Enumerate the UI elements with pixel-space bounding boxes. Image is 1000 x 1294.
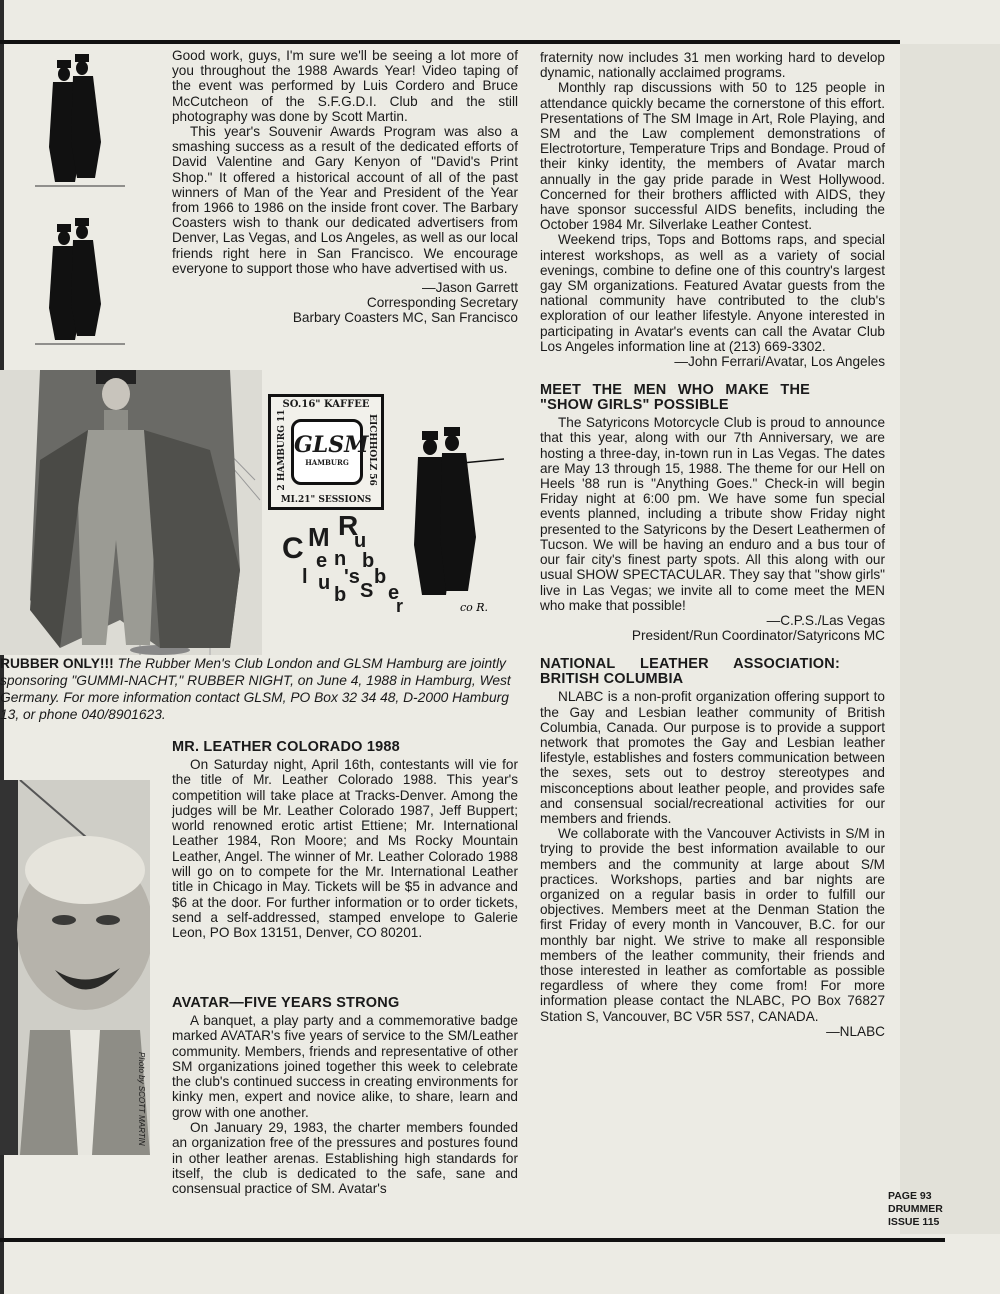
signature-club: Barbary Coasters MC, San Francisco <box>292 310 518 326</box>
left-column-article <box>172 48 518 326</box>
avatar-section <box>172 996 518 1197</box>
body-paragraph: NLABC is a non-profit organization offering support to the Gay and Lesbian leather community of British Columbia, Canada. Our purpose is to provide a support network that promotes the Gay and Lesbian leather lifestyle, establishes and fosters communication between the sexes, sets out to destroy stereotypes and misconceptions about leather people, and provides safe and consensual social/recreational activities for our members and friends. <box>540 689 885 826</box>
caption-lead: RUBBER ONLY!!! <box>0 656 114 671</box>
leathermen-illustration-top <box>15 52 165 192</box>
caption-text: The Rubber Men's Club London and GLSM Hamburg are jointly sponsoring "GUMMI-NACHT," RUBBER NIGHT, on June 4, 1988 in Hamburg, West Germany. For more information contact GLSM, PO Box 32 34 48, D-2000 Hamburg 13, or phone 040/8901623. <box>0 656 511 722</box>
glsm-logo <box>268 394 384 510</box>
page-number: PAGE 93 <box>888 1190 932 1202</box>
laughing-man-photo <box>0 780 150 1155</box>
glsm-logo-right-text: EICHHOLZ 56 <box>367 414 377 486</box>
issue-number: ISSUE 115 <box>888 1216 940 1228</box>
bottom-rule <box>0 1238 945 1242</box>
leathermen-illustration-bottom <box>15 218 165 348</box>
signature: —John Ferrari/Avatar, Los Angeles <box>674 354 885 370</box>
signature: —NLABC <box>826 1023 885 1039</box>
page-footer <box>888 1190 943 1229</box>
body-paragraph: The Satyricons Motorcycle Club is proud to announce that this year, along with our 7th Anniversary, we are hosting a three-day, in-town run in Las Vegas. The dates are May 13 through 15, 1988. The theme for our Hell on Heels '88 run is "Anything Goes." Check-in will begin Friday night at 6:00 pm. We have some fun special events planned, including a tribute show Friday night presented to the Satyricons by the Desert Leathermen of Tucson. We will be having an enduro and a bus tour of our fair city's finest party spots. All this along with our usual SHOW SPECTACULAR. They say that "show girls" live in Las Vegas; we invite all to come meet the MEN who make that possible! <box>540 415 885 613</box>
body-paragraph: This year's Souvenir Awards Program was also a smashing success as a result of the dedicated efforts of David Valentine and Gary Kenyon of "David's Print Shop." It offered a historical account of all of the past winners of Man of the Year and President of the Year from 1966 to 1986 on the inside front cover. The Barbary Coasters wish to thank our dedicated advertisers from Denver, Las Vegas, and Los Angeles, as well as our local friends right here in San Francisco. We encourage everyone to support those who have advertised with us. <box>172 124 518 276</box>
rubber-mens-club-logo: C M R e n u b l u 's b b S e r <box>282 510 404 616</box>
body-paragraph: fraternity now includes 31 men working hard to develop dynamic, nationally acclaimed programs. <box>540 50 885 81</box>
rubber-night-caption <box>0 655 520 723</box>
body-paragraph: A banquet, a play party and a commemorative badge marked AVATAR's five years of service to the SM/Leather community. Members, friends and representative of other SM organizations joined together this week to celebrate the club's continued success in creating environments for kinky men, expert and novice alike, to share, learn and grow with one another. <box>172 1013 518 1120</box>
signature-title: Corresponding Secretary <box>366 295 518 311</box>
top-rule <box>0 40 900 44</box>
body-paragraph: We collaborate with the Vancouver Activists in S/M in trying to provide the best information available to our members and the community at large about S/M practices. Workshops, parties and bar nights are organized on a regular basis in order to fulfill our objectives. Members meet at the Denman Station the first Friday of every month in Vancouver, B.C. for our monthly bar night. We strive to make all responsible members of the leather community, their friends and those interested in leather as comfortable as possible regardless of where they come from! For more information please contact the NLABC, PO Box 76827 Station S, Vancouver, BC V5R 5S7, CANADA. <box>540 826 885 1024</box>
next-page-bleed <box>900 44 1000 1234</box>
section-heading: AVATAR—FIVE YEARS STRONG <box>172 995 400 1011</box>
signature-name: —C.P.S./Las Vegas <box>766 612 885 628</box>
section-heading: NATIONAL LEATHER ASSOCIATION: BRITISH COLUMBIA <box>540 656 840 688</box>
rubber-man-photo <box>0 370 262 655</box>
body-paragraph: Monthly rap discussions with 50 to 125 people in attendance quickly became the cornerstone of this effort. Presentations of The SM Image in Art, Role Playing, and SM and the Law complement demonstrations of Electrotorture, Temperature Trips and Bondage. Proud of their kinky identity, the members of Avatar march annually in the gay pride parade in West Hollywood. Concerned for their brothers afflicted with AIDS, they have sponsor successful AIDS benefits, including the October 1984 Mr. Silverlake Leather Contest. <box>540 80 885 233</box>
body-paragraph: Weekend trips, Tops and Bottoms raps, and special interest workshops, as well as a variety of social evenings, combine to define one of this country's largest gay SM organizations. Featured Avatar guests from the national community have contributed to the club's exploration of our leather lifestyle. Anyone interested in participating in Avatar's events can call the Avatar Club Los Angeles information line at (213) 669-3302. <box>540 232 885 354</box>
artist-signature: co R. <box>460 601 489 614</box>
magazine-name: DRUMMER <box>888 1203 943 1215</box>
glsm-logo-top-text: SO.16" KAFFEE <box>282 399 370 410</box>
glsm-logo-left-text: 2 HAMBURG 11 <box>277 409 287 491</box>
mr-leather-colorado-section <box>172 740 518 941</box>
section-heading: MEET THE MEN WHO MAKE THE "SHOW GIRLS" POSSIBLE <box>540 382 810 414</box>
body-paragraph: On Saturday night, April 16th, contestants will vie for the title of Mr. Leather Colorado 1988. This year's competition will take place at Tracks-Denver. Among the judges will be Mr. Leather Colorado 1987, Jeff Buppert; world renowned erotic artist Ettiene; Mr. International Leather 1984, Ron Moore; and Ms Rocky Mountain Leather, Angel. The winner of Mr. Leather Colorado 1988 will go on to compete for the Mr. International Leather title in Chicago in May. Tickets will be $5 in advance and $6 at the door. For further information or to order tickets, send a self-addressed, stamped envelope to Galerie Leon, PO Box 13151, Denver, CO 80201. <box>172 757 518 941</box>
photo-credit: Photo by SCOTT MARTIN <box>137 1052 146 1146</box>
body-paragraph: Good work, guys, I'm sure we'll be seeing a lot more of you throughout the 1988 Awards Year! Video taping of the event was performed by Luis Cordero and Bruce McCutcheon of the S.F.G.D.I. Club and the still photography was done by Scott Martin. <box>172 48 518 124</box>
glsm-logo-center-text: GLSM <box>294 432 369 458</box>
section-heading: MR. LEATHER COLORADO 1988 <box>172 739 400 755</box>
right-column-article <box>540 50 885 1039</box>
glsm-logo-sub-text: HAMBURG <box>305 458 349 467</box>
signature-title: President/Run Coordinator/Satyricons MC <box>631 628 885 644</box>
leathermen-drawing <box>400 425 518 615</box>
signature-name: —Jason Garrett <box>422 280 518 296</box>
glsm-logo-bottom-text: MI.21" SESSIONS <box>280 495 372 505</box>
body-paragraph: On January 29, 1983, the charter members founded an organization free of the pressures and postures found in other leather arenas. Establishing high standards for itself, the club is dedicated to the safe, sane and consensual practice of SM. Avatar's <box>172 1120 518 1197</box>
